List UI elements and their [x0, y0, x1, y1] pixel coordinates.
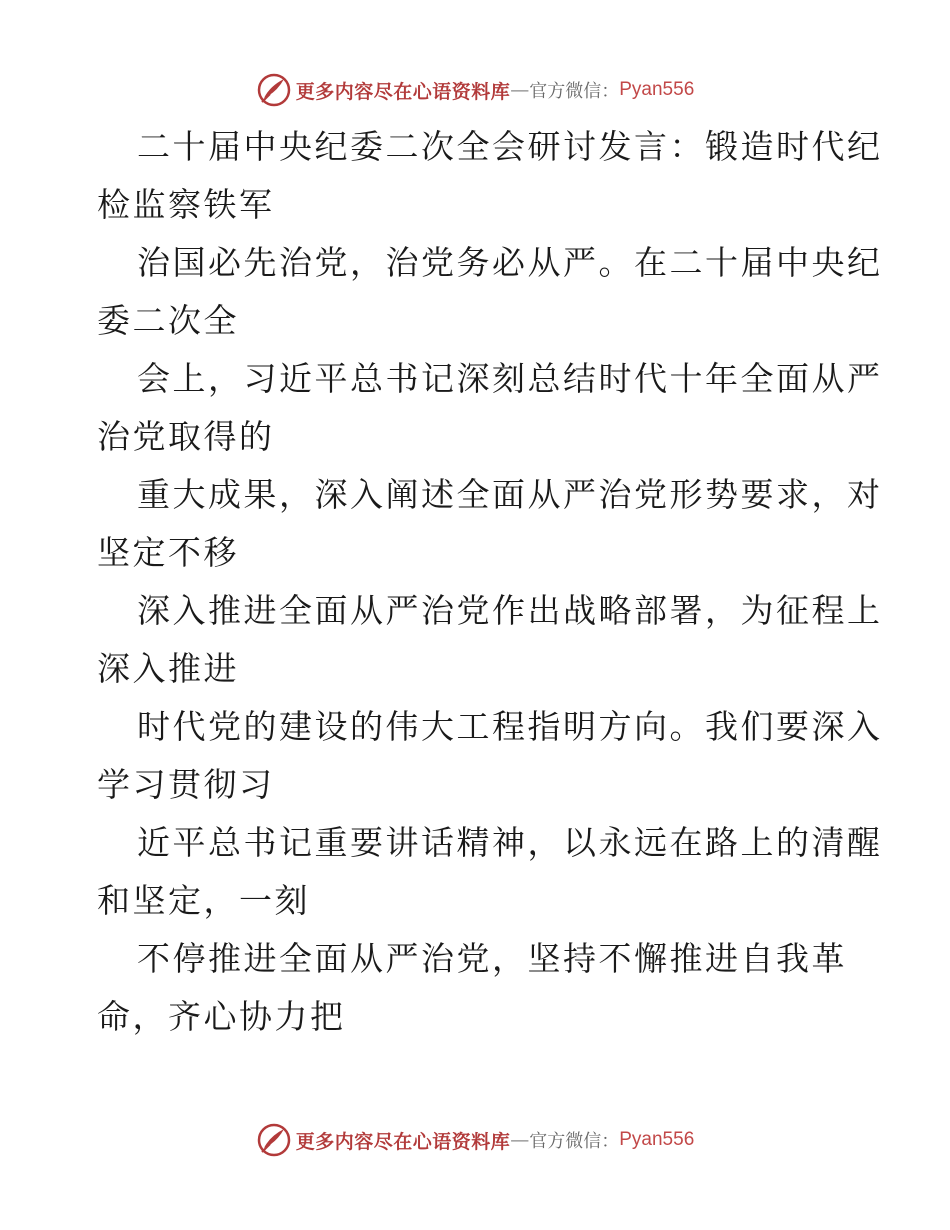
paragraph-line: 治党取得的 — [97, 417, 275, 456]
paragraph-line: 治国必先治党，治党务必从严。在二十届中央纪 — [137, 243, 883, 282]
watermark-wechat-label: 官方微信： — [529, 1131, 620, 1152]
paragraph-line: 委二次全 — [97, 301, 239, 340]
paragraph-line: 不停推进全面从严治党，坚持不懈推进自我革 — [137, 939, 847, 978]
paragraph-line: 近平总书记重要讲话精神，以永远在路上的清醒 — [137, 823, 883, 862]
paragraph-line: 检监察铁军 — [97, 185, 275, 224]
footer-watermark — [0, 1120, 950, 1160]
quill-logo-icon — [256, 72, 292, 108]
paragraph — [97, 814, 883, 930]
paragraph-line: 重大成果，深入阐述全面从严治党形势要求，对 — [137, 475, 883, 514]
paragraph-line: 深入推进 — [97, 649, 239, 688]
watermark-separator: — — [510, 79, 530, 101]
quill-logo-icon — [256, 1122, 292, 1158]
paragraph-title — [97, 118, 883, 234]
paragraph — [97, 582, 883, 698]
watermark-wechat-label: 官方微信： — [529, 81, 620, 102]
watermark-wechat-id: Pyan556 — [619, 79, 695, 100]
paragraph-line: 时代党的建设的伟大工程指明方向。我们要深入 — [137, 707, 883, 746]
paragraph — [97, 930, 857, 1046]
watermark-site-text: 更多内容尽在心语资料库 — [295, 80, 511, 103]
paragraph-line: 和坚定，一刻 — [97, 881, 310, 920]
paragraph — [97, 466, 883, 582]
document-body — [97, 118, 883, 1046]
paragraph-line: 坚定不移 — [97, 533, 239, 572]
paragraph — [97, 698, 883, 814]
paragraph-line: 会上，习近平总书记深刻总结时代十年全面从严 — [137, 359, 883, 398]
watermark-wechat-id: Pyan556 — [619, 1129, 695, 1150]
paragraph-line: 深入推进全面从严治党作出战略部署，为征程上 — [137, 591, 883, 630]
header-watermark — [0, 70, 950, 110]
paragraph-line: 学习贯彻习 — [97, 765, 275, 804]
paragraph-line: 命，齐心协力把 — [97, 997, 346, 1036]
paragraph — [97, 350, 883, 466]
paragraph — [97, 234, 883, 350]
watermark-site-text: 更多内容尽在心语资料库 — [295, 1130, 511, 1153]
watermark-separator: — — [510, 1129, 530, 1151]
paragraph-line: 二十届中央纪委二次全会研讨发言：锻造时代纪 — [137, 127, 883, 166]
